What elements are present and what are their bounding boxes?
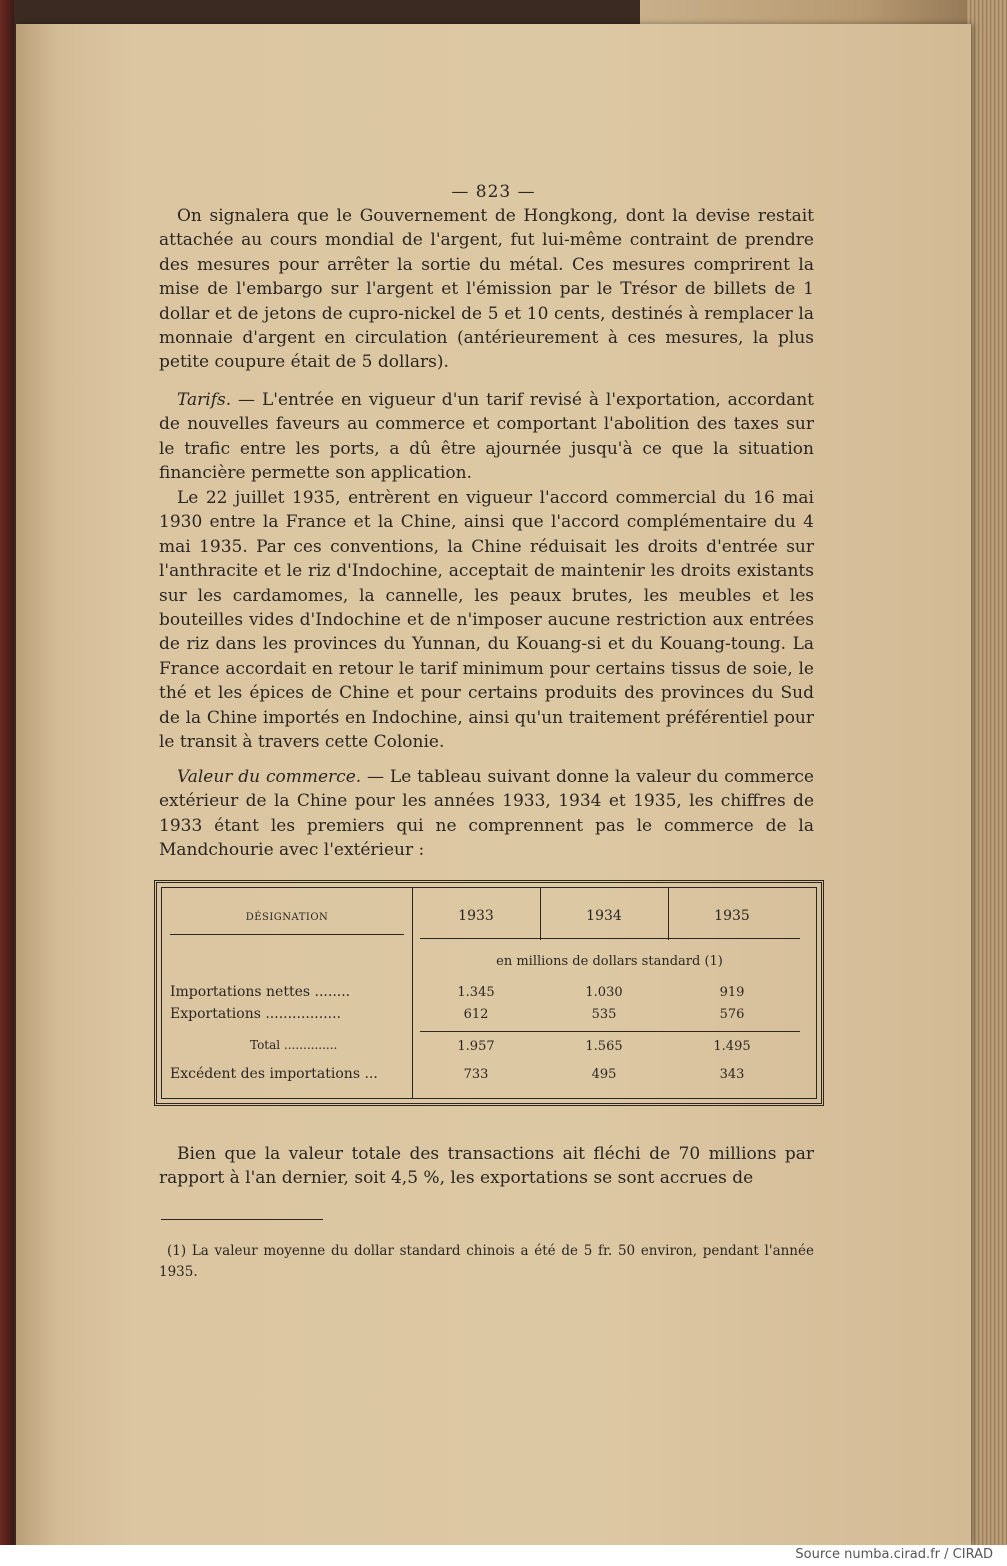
row-value: 733 bbox=[463, 1067, 489, 1082]
header-year: 1935 bbox=[714, 908, 750, 924]
header-year: 1934 bbox=[586, 908, 622, 924]
row-value: 343 bbox=[719, 1067, 745, 1082]
header-year: 1933 bbox=[458, 908, 494, 924]
paragraph-text bbox=[159, 388, 814, 486]
footnote bbox=[159, 1241, 814, 1283]
row-value: 535 bbox=[591, 1007, 617, 1022]
paragraph-text: Bien que la valeur totale des transactions ait fléchi de 70 millions par rapport à l'an dernier, soit 4,5 %, les exportations se sont accrues de bbox=[159, 1144, 814, 1189]
row-value: 1.495 bbox=[713, 1039, 751, 1054]
footnote-text: (1) La valeur moyenne du dollar standard chinois a été de 5 fr. 50 environ, pendant l'année 1935. bbox=[159, 1243, 814, 1280]
paragraph-text bbox=[159, 765, 814, 863]
paragraph-hongkong bbox=[159, 204, 814, 375]
paragraph-accord bbox=[159, 486, 814, 754]
row-value: 1.030 bbox=[585, 985, 623, 1000]
row-value: 576 bbox=[719, 1007, 745, 1022]
row-label: Exportations ................. bbox=[170, 1006, 342, 1022]
book-page bbox=[16, 24, 971, 1545]
row-label: Excédent des importations ... bbox=[170, 1066, 378, 1082]
row-value: 495 bbox=[591, 1067, 617, 1082]
row-label-total: Total .............. bbox=[250, 1038, 338, 1052]
trade-table bbox=[154, 880, 824, 1106]
subtotal-rule bbox=[420, 1031, 800, 1032]
row-label: Importations nettes ........ bbox=[170, 984, 351, 1000]
paragraph-tarifs bbox=[159, 388, 814, 486]
header-rule bbox=[420, 938, 800, 939]
paragraph-valeur bbox=[159, 765, 814, 863]
trade-table-inner bbox=[161, 887, 817, 1099]
unit-note: en millions de dollars standard (1) bbox=[496, 954, 723, 969]
row-value: 1.345 bbox=[457, 985, 495, 1000]
paragraph-body: — Le tableau suivant donne la valeur du commerce extérieur de la Chine pour les années 1933, 1934 et 1935, les chiffres de 1933 étant les premiers qui ne comprennent pas le commerce de la Mandchourie avec l'extérieur : bbox=[159, 767, 814, 861]
paragraph-body: — L'entrée en vigueur d'un tarif revisé à l'exportation, accordant de nouvelles faveurs au commerce et comportant l'abolition des taxes sur le trafic entre les ports, a dû être ajournée jusqu'à ce que la situation financière permette son application. bbox=[159, 390, 814, 484]
row-value: 612 bbox=[463, 1007, 489, 1022]
page-number: — 823 — bbox=[451, 182, 536, 202]
row-value: 919 bbox=[719, 985, 745, 1000]
paragraph-text: Le 22 juillet 1935, entrèrent en vigueur l'accord commercial du 16 mai 1930 entre la France et la Chine, ainsi que l'accord complémentaire du 4 mai 1935. Par ces conventions, la Chine réduisait les droits d'entrée sur l'anthracite et le riz d'Indochine, acceptait de maintenir les droits existants sur les cardamomes, la cannelle, les peaux brutes, les meubles et les bouteilles vides d'Indochine et de n'imposer aucune restriction aux entrées de riz dans les provinces du Yunnan, du Kouang-si et du Kouang-toung. La France accordait en retour le tarif minimum pour certains tissus de soie, le thé et les épices de Chine et pour certains produits des provinces du Sud de la Chine importés en Indochine, ainsi qu'un traitement préférentiel pour le transit à travers cette Colonie. bbox=[159, 488, 814, 753]
page-stack-edge bbox=[967, 0, 1007, 1545]
book-cover-edge bbox=[0, 0, 14, 1545]
source-bar bbox=[0, 1545, 1007, 1566]
row-value: 1.957 bbox=[457, 1039, 495, 1054]
header-designation: DÉSIGNATION bbox=[245, 912, 329, 923]
header-rule bbox=[170, 934, 404, 935]
row-value: 1.565 bbox=[585, 1039, 623, 1054]
paragraph-lead: Valeur du commerce. bbox=[177, 767, 362, 787]
paragraph-lead: Tarifs. bbox=[177, 390, 232, 410]
source-credit: Source numba.cirad.fr / CIRAD bbox=[795, 1547, 993, 1562]
paragraph-text: On signalera que le Gouvernement de Hongkong, dont la devise restait attachée au cours mondial de l'argent, fut lui-même contraint de prendre des mesures pour arrêter la sortie du métal. Ces mesures comprirent la mise de l'embargo sur l'argent et l'émission par le Trésor de billets de 1 dollar et de jetons de cupro-nickel de 5 et 10 cents, destinés à remplacer la monnaie d'argent en circulation (antérieurement à ces mesures, la plus petite coupure était de 5 dollars). bbox=[159, 206, 814, 373]
paragraph-bien-que bbox=[159, 1142, 814, 1191]
footnote-rule bbox=[161, 1219, 323, 1220]
